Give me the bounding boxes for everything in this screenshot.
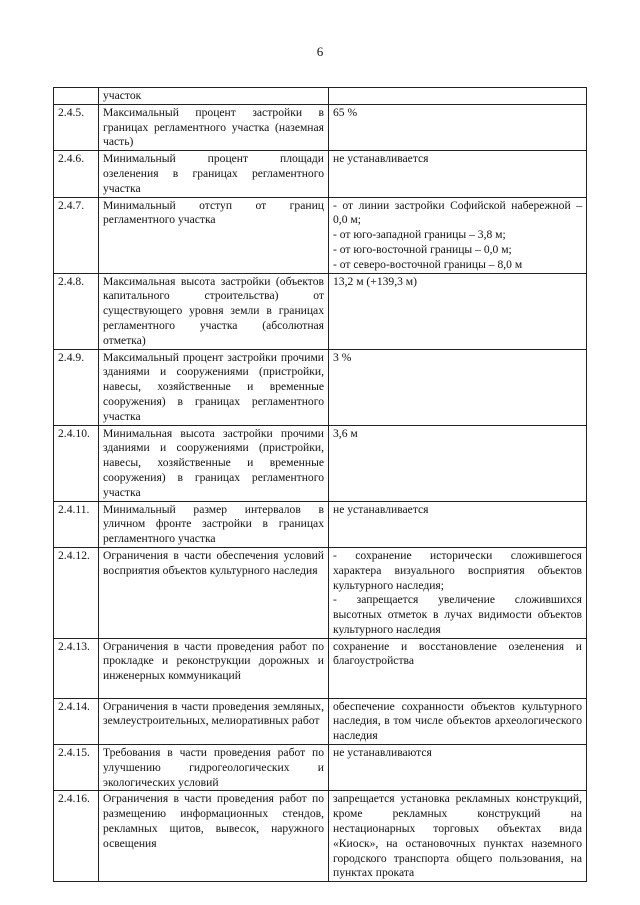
parameter-value-text: - запрещается увеличение сложившихся высотных отметок в лучах видимости объектов культурного наследия [333,593,582,636]
table-row [54,547,587,638]
table-row [54,791,587,882]
parameter-value-text: - сохранение исторически сложившегося характера визуального восприятия объектов культурного наследия; [333,548,582,592]
parameter-value-text: сохранение и восстановление озеленения и благоустройства [333,639,582,668]
parameter-value [329,638,587,698]
parameter-value-text: - от юго-западной границы – 3,8 м; [333,228,506,242]
parameter-name-text: Требования в части проведения работ по улучшению гидрогеологических и экологических условий [103,746,324,789]
table-row [54,197,587,273]
parameter-name [99,501,329,547]
parameter-value-text: 3 % [333,350,352,364]
parameter-name-text: Максимальный процент застройки прочими зданиями и сооружениями (пристройки, навесы, хозяйственные и временные сооружения) в границах регламентного участка [103,350,324,423]
row-number: 2.4.9. [54,349,99,425]
parameter-name [99,745,329,791]
parameter-name [99,88,329,105]
parameter-name-text: Ограничения в части проведения земляных, землеустроительных, мелиоративных работ [103,699,324,728]
row-number: 2.4.7. [54,197,99,273]
parameter-name [99,273,329,349]
row-number: 2.4.11. [54,501,99,547]
parameter-name-text: Ограничения в части проведения работ по прокладке и реконструкции дорожных и инженерных коммуникаций [103,639,324,683]
row-number: 2.4.8. [54,273,99,349]
parameter-value-text: - от линии застройки Софийской набережной – 0,0 м; [333,198,582,227]
row-number: 2.4.10. [54,425,99,501]
parameter-value [329,698,587,744]
parameter-value-text: - от северо-восточной границы – 8,0 м [333,257,523,271]
parameter-value-text: обеспечение сохранности объектов культурного наследия, в том числе объектов археологического наследия [333,699,582,743]
parameter-value-text: 65 % [333,105,358,119]
parameter-value-text: 3,6 м [333,426,358,440]
parameter-value [329,88,587,105]
parameter-name-text: Минимальный отступ от границ регламентного участка [103,198,324,227]
parameter-value-text: - от юго-восточной границы – 0,0 м; [333,242,512,256]
parameter-name [99,791,329,882]
row-number: 2.4.13. [54,638,99,698]
page-number: 6 [316,44,324,59]
parameter-value [329,151,587,197]
parameter-value-text: не устанавливаются [333,746,432,760]
parameter-name [99,638,329,698]
parameter-value-text: 13,2 м (+139,3 м) [333,274,418,288]
parameter-name-text: Минимальный размер интервалов в уличном фронте застройки в границах регламентного участка [103,502,324,546]
parameter-name [99,104,329,150]
parameter-value [329,425,587,501]
parameter-value [329,547,587,638]
parameter-name-text: Ограничения в части обеспечения условий восприятия объектов культурного наследия [103,548,324,577]
parameter-value-text: не устанавливается [333,152,429,166]
row-number [54,88,99,105]
parameter-name [99,425,329,501]
row-number: 2.4.15. [54,745,99,791]
parameter-value [329,791,587,882]
parameter-value [329,349,587,425]
parameter-name [99,698,329,744]
row-number: 2.4.5. [54,104,99,150]
parameter-name-text: Максимальный процент застройки в границах регламентного участка (наземная часть) [103,105,324,149]
table-row [54,88,587,105]
parameter-value-text: запрещается установка рекламных конструкций, кроме рекламных конструкций на нестационарных торговых объектах вида «Киоск», на остановочных пунктах наземного городского транспорта общего пользования, на пунктах проката [333,792,582,880]
parameter-name-text: Минимальная высота застройки прочими зданиями и сооружениями (пристройки, навесы, хозяйственные и временные сооружения) в границах регламентного участка [103,426,324,499]
row-number: 2.4.12. [54,547,99,638]
regulation-table [53,87,587,882]
parameter-name-text: Ограничения в части проведения работ по размещению информационных стендов, рекламных щитов, вывесок, наружного освещения [103,792,324,850]
parameter-name-text: участок [103,89,142,102]
table-row [54,349,587,425]
parameter-value [329,501,587,547]
parameter-value [329,197,587,273]
table-row [54,745,587,791]
table-row [54,104,587,150]
table-row [54,698,587,744]
parameter-name [99,547,329,638]
row-number: 2.4.14. [54,698,99,744]
parameter-name [99,151,329,197]
table-row [54,501,587,547]
parameter-name-text: Минимальный процент площади озеленения в границах регламентного участка [103,152,324,195]
parameter-name [99,349,329,425]
table-row [54,151,587,197]
parameter-name-text: Максимальная высота застройки (объектов капитального строительства) от существующего уровня земли в границах регламентного участка (абсолютная отметка) [103,274,324,347]
parameter-value [329,273,587,349]
parameter-value [329,104,587,150]
row-number: 2.4.6. [54,151,99,197]
table-row [54,273,587,349]
parameter-value [329,745,587,791]
parameter-value-text: не устанавливается [333,502,429,516]
table-row [54,425,587,501]
row-number: 2.4.16. [54,791,99,882]
table-row [54,638,587,698]
parameter-name [99,197,329,273]
